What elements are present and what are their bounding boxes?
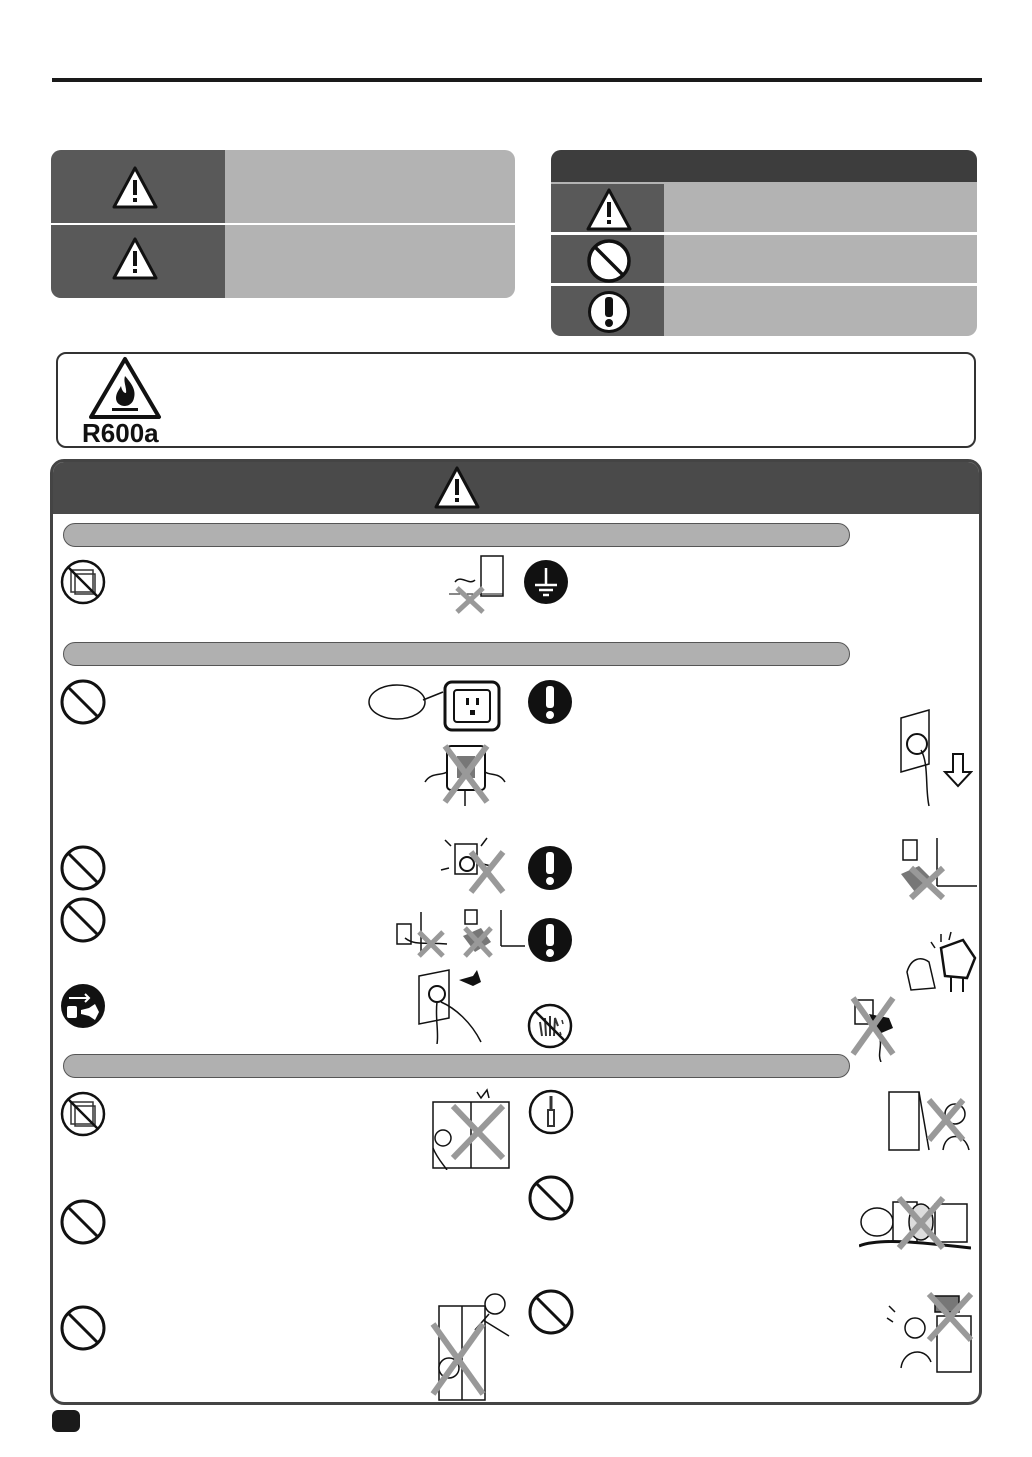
warning-panel-header: [53, 462, 979, 514]
page-number-tab: [52, 1410, 80, 1432]
illustration-child-climbing: [419, 1290, 515, 1402]
illustration-clean-plug: [901, 928, 979, 996]
refrigerant-label: R600a: [82, 418, 159, 448]
legend-row-warning-symbol: [551, 184, 977, 232]
prohibited-circle-icon: [59, 678, 107, 726]
illustration-unplug-hand: [415, 968, 495, 1044]
prohibited-circle-icon: [527, 1174, 575, 1222]
legend-row-warning: [51, 150, 515, 223]
legend-symbols: [551, 150, 977, 336]
unplug-icon: [59, 982, 107, 1030]
top-rule: [52, 78, 982, 82]
prohibited-circle-icon: [59, 844, 107, 892]
illustration-installation: [445, 554, 507, 616]
illustration-multi-adapter: [421, 742, 509, 808]
legend-row-prohibited: [551, 235, 977, 283]
warning-triangle-icon: [111, 164, 159, 212]
refrigerant-notice-box: [56, 352, 976, 448]
section-bar-installation: [63, 523, 850, 547]
no-wet-hands-icon: [526, 1002, 574, 1050]
illustration-wet-hand-plug: [849, 994, 905, 1062]
section-bar-power: [63, 642, 850, 666]
flammable-warning-icon: [88, 356, 162, 420]
mandatory-exclamation-icon: [585, 288, 633, 336]
no-tools-icon: [527, 1088, 575, 1136]
legend-row-caution: [51, 225, 515, 298]
illustration-plug-behind: [891, 832, 977, 900]
no-disassemble-icon: [59, 1090, 107, 1138]
prohibited-circle-icon: [59, 1304, 107, 1352]
caution-triangle-icon: [111, 235, 159, 283]
prohibited-circle-icon: [59, 896, 107, 944]
prohibited-circle-icon: [59, 1198, 107, 1246]
illustration-pull-plug: [895, 708, 973, 808]
mandatory-exclamation-icon: [526, 916, 574, 964]
illustration-hand-caught-door: [883, 1084, 975, 1154]
section-bar-usage: [63, 1054, 850, 1078]
no-disassemble-icon: [59, 558, 107, 606]
illustration-no-repair: [423, 1086, 513, 1170]
warning-triangle-icon: [433, 465, 481, 511]
legend-symbols-header: [551, 150, 977, 182]
illustration-dedicated-socket: [365, 680, 505, 734]
legend-signal-words: [51, 150, 515, 298]
prohibited-circle-icon: [527, 1288, 575, 1336]
illustration-falling-object: [881, 1288, 977, 1374]
legend-row-mandatory: [551, 286, 977, 336]
illustration-damaged-plug: [435, 830, 507, 896]
warning-triangle-icon: [585, 186, 633, 234]
warning-panel: [50, 459, 982, 1405]
ground-icon: [522, 558, 570, 606]
illustration-crushed-cord: [391, 906, 525, 960]
mandatory-exclamation-icon: [526, 844, 574, 892]
mandatory-exclamation-icon: [526, 678, 574, 726]
prohibited-circle-icon: [585, 237, 633, 285]
illustration-no-flammables: [859, 1192, 971, 1252]
